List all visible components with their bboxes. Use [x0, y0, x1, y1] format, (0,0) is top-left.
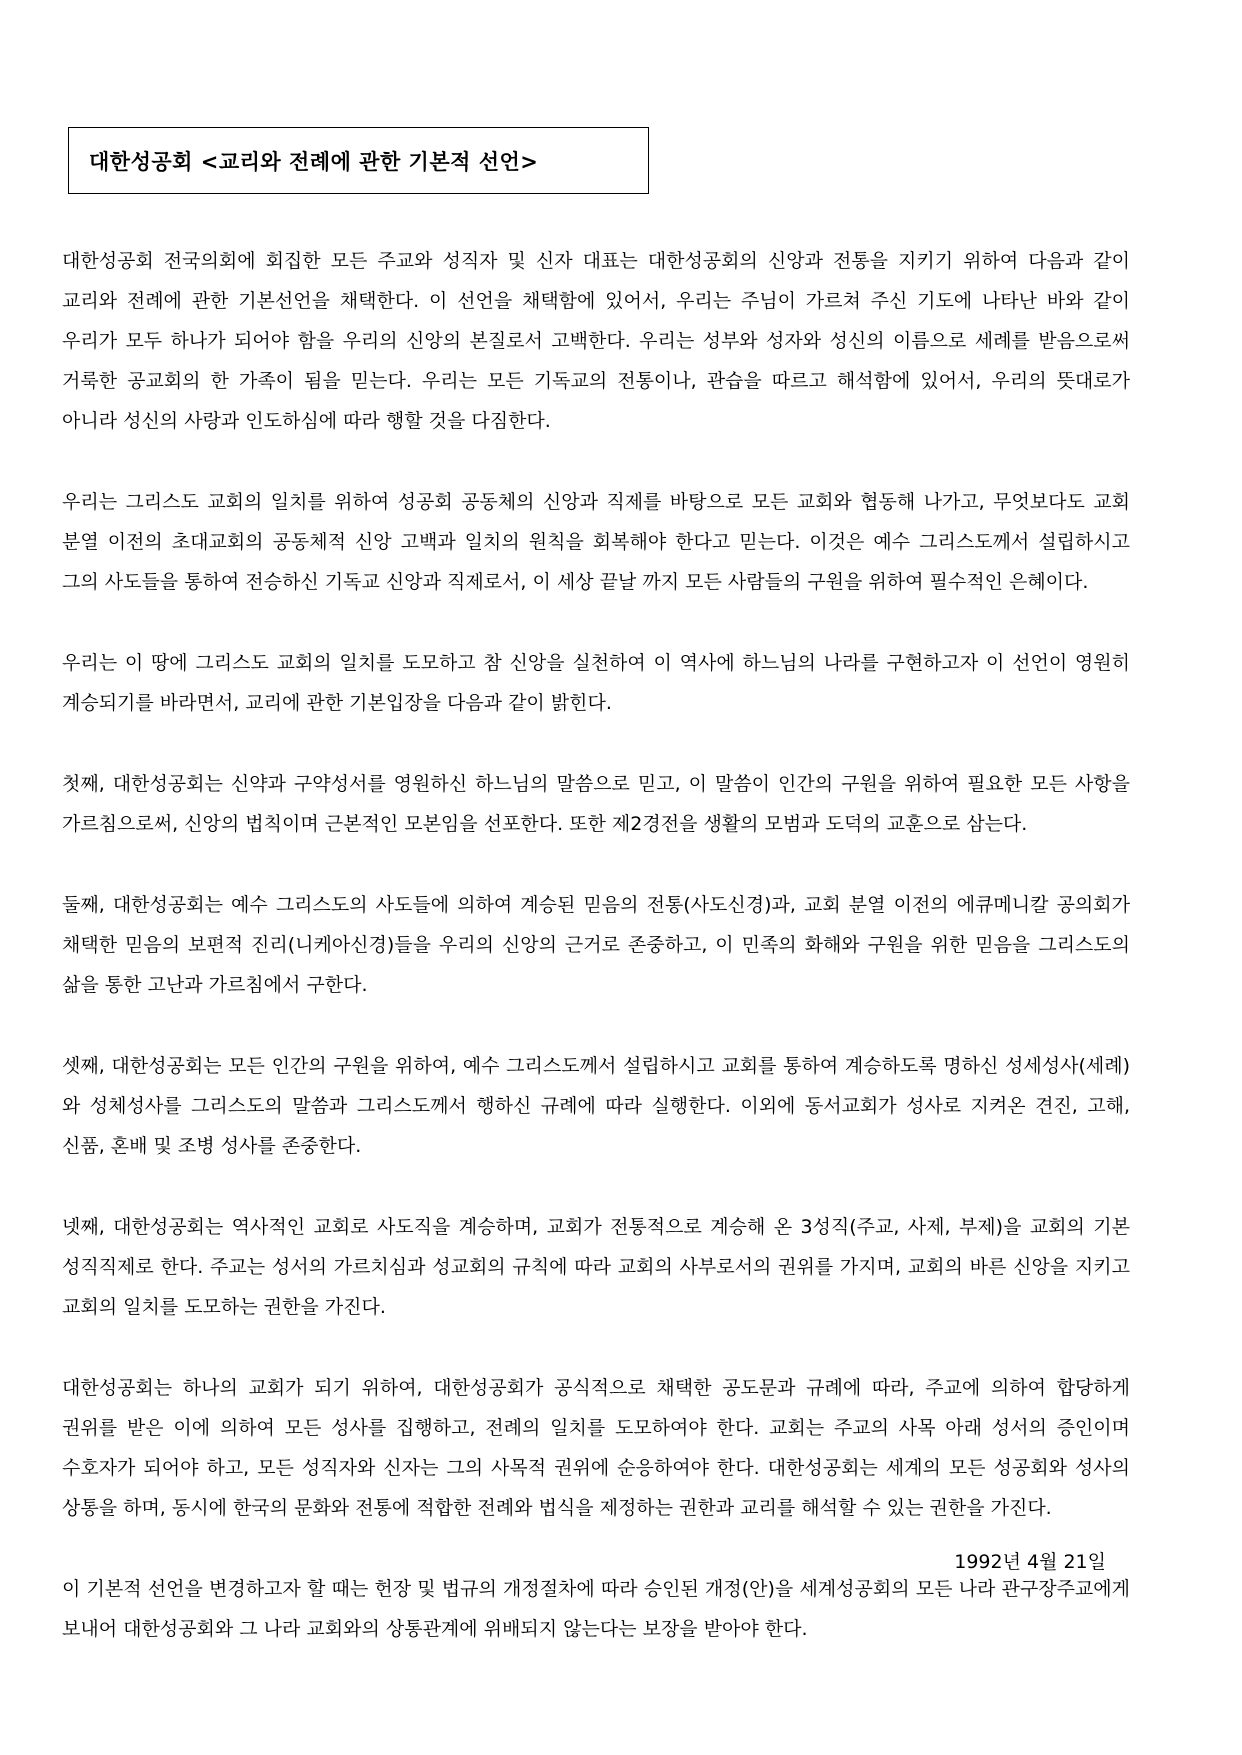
paragraph-third-sacraments: 셋째, 대한성공회는 모든 인간의 구원을 위하여, 예수 그리스도께서 설립하시고 교회를 통하여 계승하도록 명하신 성세성사(세례)와 성체성사를 그리스도의 말씀과 그리스도께서 행하신 규례에 따라 실행한다. 이외에 동서교회가 성사로 지켜온 견진, 고해, 신품, 혼배 및 조병 성사를 존중한다. — [62, 1055, 1130, 1157]
document-date: 1992년 4월 21일 — [954, 1551, 1106, 1573]
paragraph-preamble: 대한성공회 전국의회에 회집한 모든 주교와 성직자 및 신자 대표는 대한성공회의 신앙과 전통을 지키기 위하여 다음과 같이 교리와 전례에 관한 기본선언을 채택한다. 이 선언을 채택함에 있어서, 우리는 주님이 가르쳐 주신 기도에 나타난 바와 같이 우리가 모두 하나가 되어야 함을 우리의 신앙의 본질로서 고백한다. 우리는 성부와 성자와 성신의 이름으로 세례를 받음으로써 거룩한 공교회의 한 가족이 됨을 믿는다. 우리는 모든 기독교의 전통이나, 관습을 따르고 해석함에 있어서, 우리의 뜻대로가 아니라 성신의 사랑과 인도하심에 따라 행할 것을 다짐한다. — [62, 250, 1130, 432]
document-body — [62, 241, 1130, 1690]
paragraph-liturgy-authority: 대한성공회는 하나의 교회가 되기 위하여, 대한성공회가 공식적으로 채택한 공도문과 규례에 따라, 주교에 의하여 합당하게 권위를 받은 이에 의하여 모든 성사를 집행하고, 전례의 일치를 도모하여야 한다. 교회는 주교의 사목 아래 성서의 증인이며 수호자가 되어야 하고, 모든 성직자와 신자는 그의 사목적 권위에 순응하여야 한다. 대한성공회는 세계의 모든 성공회와 성사의 상통을 하며, 동시에 한국의 문화와 전통에 적합한 전례와 법식을 제정하는 권한과 교리를 해석할 수 있는 권한을 가진다. — [62, 1377, 1130, 1519]
paragraph-second-creeds: 둘째, 대한성공회는 예수 그리스도의 사도들에 의하여 계승된 믿음의 전통(사도신경)과, 교회 분열 이전의 에큐메니칼 공의회가 채택한 믿음의 보편적 진리(니케아신경)들을 우리의 신앙의 근거로 존중하고, 이 민족의 화해와 구원을 위한 믿음을 그리스도의 삶을 통한 고난과 가르침에서 구한다. — [62, 894, 1130, 996]
paragraph-amendment: 이 기본적 선언을 변경하고자 할 때는 헌장 및 법규의 개정절차에 따라 승인된 개정(안)을 세계성공회의 모든 나라 관구장주교에게 보내어 대한성공회와 그 나라 교회와의 상통관계에 위배되지 않는다는 보장을 받아야 한다. — [62, 1578, 1130, 1640]
paragraph-first-scripture: 첫째, 대한성공회는 신약과 구약성서를 영원하신 하느님의 말씀으로 믿고, 이 말씀이 인간의 구원을 위하여 필요한 모든 사항을 가르침으로써, 신앙의 법칙이며 근본적인 모본임을 선포한다. 또한 제2경전을 생활의 모범과 도덕의 교훈으로 삼는다. — [62, 773, 1130, 835]
paragraph-fourth-orders: 넷째, 대한성공회는 역사적인 교회로 사도직을 계승하며, 교회가 전통적으로 계승해 온 3성직(주교, 사제, 부제)을 교회의 기본 성직직제로 한다. 주교는 성서의 가르치심과 성교회의 규칙에 따라 교회의 사부로서의 권위를 가지며, 교회의 바른 신앙을 지키고 교회의 일치를 도모하는 권한을 가진다. — [62, 1216, 1130, 1318]
paragraph-unity: 우리는 그리스도 교회의 일치를 위하여 성공회 공동체의 신앙과 직제를 바탕으로 모든 교회와 협동해 나가고, 무엇보다도 교회 분열 이전의 초대교회의 공동체적 신앙 고백과 일치의 원칙을 회복해야 한다고 믿는다. 이것은 예수 그리스도께서 설립하시고 그의 사도들을 통하여 전승하신 기독교 신앙과 직제로서, 이 세상 끝날 까지 모든 사람들의 구원을 위하여 필수적인 은혜이다. — [62, 491, 1130, 593]
paragraph-position: 우리는 이 땅에 그리스도 교회의 일치를 도모하고 참 신앙을 실천하여 이 역사에 하느님의 나라를 구현하고자 이 선언이 영원히 계승되기를 바라면서, 교리에 관한 기본입장을 다음과 같이 밝힌다. — [62, 652, 1130, 714]
title-box — [68, 127, 649, 194]
document-title: 대한성공회 <교리와 전례에 관한 기본적 선언> — [89, 149, 539, 174]
